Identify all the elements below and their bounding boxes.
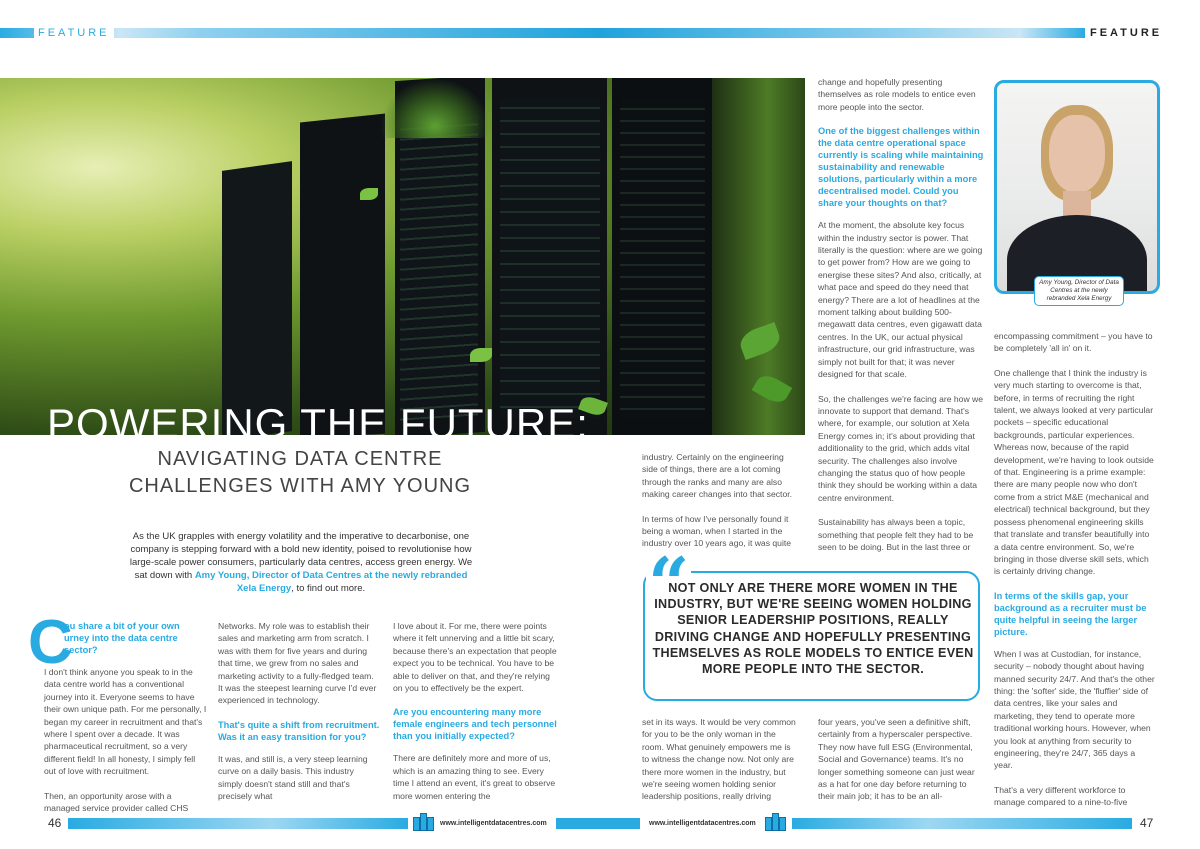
paragraph: Sustainability has always been a topic, something that people felt they had to be seen to be doing. But in the last three or [818,517,974,552]
quote-mark-icon: “ [648,541,690,626]
paragraph: Then, an opportunity arose with a managed service provider called CHS [44,790,189,814]
question: ou share a bit of your own urney into the data centre sector? [64,621,180,655]
intro-highlight: Amy Young, Director of Data Centres at the newly rebranded Xela Energy [194,570,468,594]
footer-bar [792,818,1132,829]
paragraph: four years, you've seen a definitive shift, certainly from a hyperscaler perspective. They now have full ESG (Environmental, Social and Governance) teams. It's no longer something someone can just wear as a hat for one day before returning to their main job; it has to be an all- [818,717,975,802]
question: One of the biggest challenges within the data centre operational space currently is scaling while maintaining sustainability and renewable solutions, particularly within a more decentralised model. Could you share your thoughts on that? [818,126,984,209]
paragraph: At the moment, the absolute key focus within the industry sector is power. That literally is the question: where are we going to get power from? How are we going to energise these sites? And also, critically, at what pace and speed do they need that energy? There are a lot of headlines at the moment talking about building 500-megawatt data centres, even gigawatt data centres. In the UK, our actual physical infrastructure, our grid infrastructure, was simply not built for that; it was never designed for that scale. [818,220,983,380]
server-slots [620,98,705,418]
photo-caption: Amy Young, Director of Data Centres at the newly rebranded Xela Energy [1034,276,1124,306]
face [1049,115,1105,193]
server-slots [400,115,478,420]
paragraph: So, the challenges we're facing are how we innovate to support that demand. That's where, for example, our solution at Xela Energy comes in; it's about providing that additionality to the grid, which adds vital security. The challenges also involve changing the status quo of how people think they should be working within a data centre environment. [818,393,984,503]
paragraph: There are definitely more and more of us, which is an amazing thing to see. Every time I attend an event, it's great to observe more women entering the [393,753,556,801]
question: Are you encountering many more female engineers and tech personnel than you initially expected? [393,707,557,742]
paragraph: I love about it. For me, there were points where it felt unnerving and a little bit scary, because there's an expectation that people expect you to be technical. You have to be able to deliver on that, and they're relying on you to effectively be the expert. [393,621,557,694]
footer-bar [600,818,640,829]
paragraph: It was, and still is, a very steep learning curve on a daily basis. This industry simply doesn't stand still and that's precisely what [218,753,368,802]
drop-cap: C [28,608,73,677]
paragraph: encompassing commitment – you have to be completely 'all in' on it. [994,331,1153,354]
paragraph: In terms of how I've personally found it being a woman, when I started in the industry over 10 years ago, it was quite [642,513,792,549]
question: That's quite a shift from recruitment. Was it an easy transition for you? [218,719,380,742]
foliage-top [380,78,490,138]
paragraph: One challenge that I think the industry is very much starting to overcome is that, before, in terms of recruiting the right talent, we always looked at very particular pockets – specific educational backgrounds, particular experiences. Whereas now, because of the rapid development, we're having to look outside of that. Engineering is a prime example: there are many people now who don't come from a strict M&E (mechanical and electrical) technical background, but they possess phenomenal engineering skills that translate and transfer beautifully into a data centre environment. So, we're bringing in those diverse skill sets, which is certainly driving change. [994,367,1154,577]
leaf [470,348,492,362]
article-subtitle: NAVIGATING DATA CENTRE CHALLENGES WITH AMY YOUNG [128,448,472,497]
question: In terms of the skills gap, your background as a recruiter must be quite helpful in seeing the larger picture. [994,590,1147,637]
intro-text: As the UK grapples with energy volatility and the imperative to decarbonise, one company is stepping forward with a bold new identity, poised to revolutionise how large-scale power consumers, particularly data centres, access green energy. We sat down with [129,531,473,581]
page-number-right: 47 [1140,816,1154,830]
column-2 [218,620,380,814]
column-5-bottom [818,716,980,815]
article-intro [128,530,474,595]
paragraph: Networks. My role was to establish their sales and marketing arm from scratch. I was with them for five years and during that time, we grew from no sales and marketing activity to a fully-fledged team. It was the steepest learning curve I'd ever experienced in technology. [218,621,377,706]
footer-url-left: www.intelligentdatacentres.com [440,820,547,827]
section-label-left: FEATURE [34,26,114,40]
intro-end: , to find out more. [291,583,366,594]
paragraph: I don't think anyone you speak to in the data centre world has a conventional journey into it. Everyone seems to have their own unique path. For me personally, I began my career in recruitment and that's where I spent over a decade. It was pharmaceutical recruitment, so a very different field! In all honesty, I simply fell out of love with recruitment. [44,667,207,777]
footer-bar [556,818,600,829]
site-logo-icon [412,811,434,833]
section-label-right: FEATURE [1086,26,1166,40]
server-slots [500,98,600,418]
hero-image-server-racks [0,78,805,435]
server-rack [300,114,385,435]
leaf [360,188,378,200]
column-6 [994,330,1156,821]
footer-url-right: www.intelligentdatacentres.com [649,820,756,827]
column-1 [44,620,207,826]
portrait-photo [994,80,1160,294]
pull-quote-text: NOT ONLY ARE THERE MORE WOMEN IN THE INDUSTRY, BUT WE'RE SEEING WOMEN HOLDING SENIOR LEADERSHIP POSITIONS, REALLY DRIVING CHANGE AND HOPEFULLY PRESENTING THEMSELVES AS ROLE MODELS TO ENTICE EVEN MORE PEOPLE INTO THE SECTOR. [652,581,974,677]
paragraph: change and hopefully presenting themselves as role models to entice even more people into the sector. [818,77,976,112]
column-4-bottom [642,716,800,815]
paragraph: When I was at Custodian, for instance, security – nobody thought about having manned security 24/7. And that's the other thing: the 'softer' side, the 'fluffier' side of data centres, like your sales and marketing, they tend to operate more traditional working hours. However, when you look at anything from security to engineering, they're 24/7, 365 days a year. [994,648,1155,771]
server-rack [222,161,292,435]
column-3 [393,620,558,814]
paragraph: That's a very different workforce to manage compared to a nine-to-five [994,784,1128,808]
page-number-left: 46 [48,816,62,830]
paragraph: set in its ways. It would be very common for you to be the only woman in the room. What genuinely empowers me is to witness the change now. Not only are there more women in the industry, but we're seeing women holding senior leadership positions, really driving [642,717,796,802]
site-logo-icon [764,811,786,833]
header-bar-right [600,28,1085,38]
paragraph: industry. Certainly on the engineering side of things, there are a lot coming through the ranks and many are also making career changes into that sector. [642,452,792,500]
column-5 [818,76,985,565]
article-title: POWERING THE FUTURE: [47,400,589,447]
footer-bar [68,818,408,829]
